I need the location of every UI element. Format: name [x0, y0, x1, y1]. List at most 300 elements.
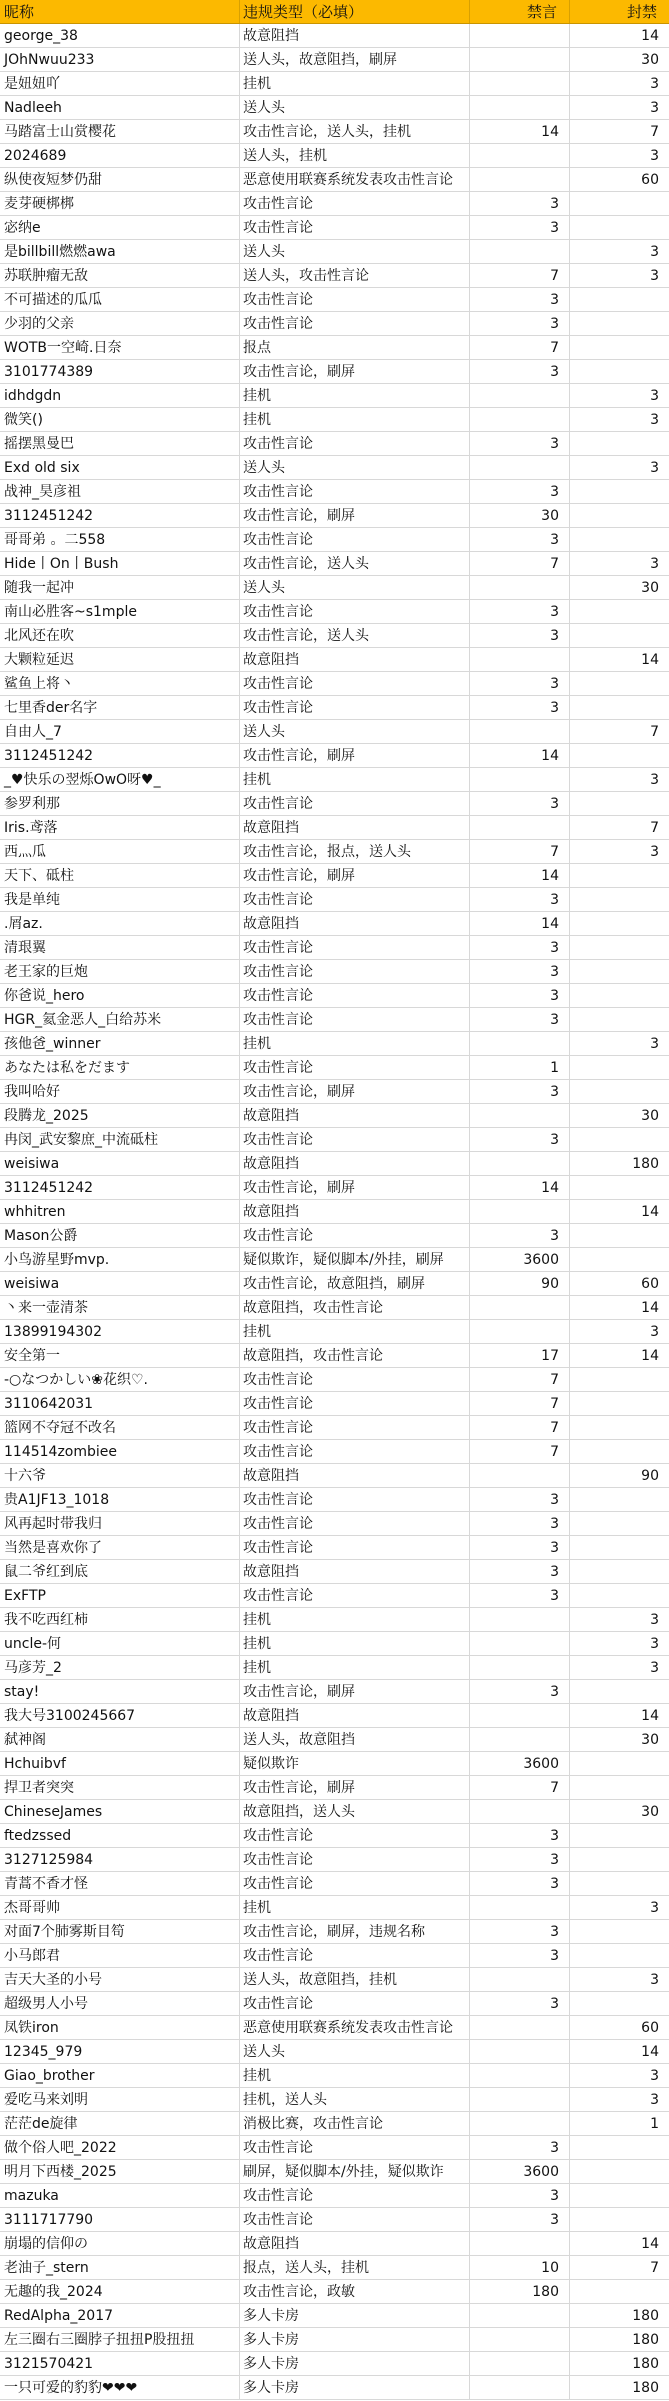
cell-name[interactable]: -○なつかしい❀花织♡. [0, 1368, 240, 1391]
cell-ban[interactable] [570, 1824, 669, 1847]
cell-type[interactable]: 攻击性言论 [240, 936, 470, 959]
table-row[interactable] [0, 2352, 669, 2376]
cell-name[interactable]: 3112451242 [0, 1176, 240, 1199]
cell-mute[interactable] [470, 2016, 570, 2039]
cell-ban[interactable] [570, 1224, 669, 1247]
table-row[interactable] [0, 168, 669, 192]
cell-ban[interactable] [570, 1008, 669, 1031]
cell-ban[interactable]: 3 [650, 556, 659, 572]
cell-ban[interactable] [570, 528, 669, 551]
cell-mute[interactable]: 3 [470, 360, 570, 383]
cell-ban[interactable] [570, 1752, 669, 1775]
cell-type[interactable]: 攻击性言论 [240, 2136, 470, 2159]
cell-mute[interactable]: 3 [470, 1128, 570, 1151]
cell-ban[interactable]: 14 [641, 2044, 659, 2060]
cell-type[interactable]: 攻击性言论 [240, 600, 470, 623]
table-row[interactable] [0, 2232, 669, 2256]
cell-ban[interactable] [570, 336, 669, 359]
header-ban[interactable]: 封禁 [626, 3, 657, 21]
cell-type[interactable]: 攻击性言论 [240, 480, 470, 503]
cell-mute[interactable]: 3 [470, 1080, 570, 1103]
cell-name[interactable]: RedAlpha_2017 [0, 2304, 240, 2327]
cell-name[interactable]: 3101774389 [0, 360, 240, 383]
table-row[interactable] [0, 216, 669, 240]
cell-type[interactable]: 攻击性言论，刷屏 [240, 744, 470, 767]
cell-ban[interactable]: 3 [650, 2092, 659, 2108]
cell-mute[interactable]: 180 [470, 2280, 570, 2303]
table-row[interactable] [0, 192, 669, 216]
cell-mute[interactable]: 3600 [470, 1752, 570, 1775]
cell-mute[interactable] [470, 2328, 570, 2351]
cell-type[interactable]: 故意阻挡 [240, 648, 470, 671]
cell-type[interactable]: 攻击性言论 [240, 1368, 470, 1391]
table-row[interactable] [0, 240, 669, 264]
cell-type[interactable]: 攻击性言论 [240, 672, 470, 695]
cell-type[interactable]: 攻击性言论，刷屏 [240, 1680, 470, 1703]
cell-name[interactable]: 3127125984 [0, 1848, 240, 1871]
cell-name[interactable]: 风再起时带我归 [0, 1512, 240, 1535]
cell-type[interactable]: 挂机 [240, 1032, 470, 1055]
cell-mute[interactable] [470, 1632, 570, 1655]
cell-ban[interactable] [570, 1872, 669, 1895]
cell-name[interactable]: 参罗利那 [0, 792, 240, 815]
table-row[interactable] [0, 2256, 669, 2280]
cell-ban[interactable]: 7 [650, 724, 659, 740]
cell-name[interactable]: .屑az. [0, 912, 240, 935]
cell-ban[interactable] [570, 2160, 669, 2183]
cell-type[interactable]: 故意阻挡，送人头 [240, 1800, 470, 1823]
table-row[interactable] [0, 456, 669, 480]
table-row[interactable] [0, 264, 669, 288]
table-row[interactable] [0, 2184, 669, 2208]
table-row[interactable] [0, 984, 669, 1008]
cell-name[interactable]: 114514zombiee [0, 1440, 240, 1463]
cell-type[interactable]: 恶意使用联赛系统发表攻击性言论 [240, 168, 470, 191]
table-row[interactable] [0, 2208, 669, 2232]
cell-name[interactable]: 老王家的巨炮 [0, 960, 240, 983]
cell-mute[interactable] [470, 1104, 570, 1127]
cell-ban[interactable]: 3 [650, 1660, 659, 1676]
cell-name[interactable]: 纵使夜短梦仍甜 [0, 168, 240, 191]
table-row[interactable] [0, 2160, 669, 2184]
cell-type[interactable]: 攻击性言论 [240, 1944, 470, 1967]
cell-name[interactable]: 13899194302 [0, 1320, 240, 1343]
cell-ban[interactable]: 30 [641, 1804, 659, 1820]
cell-ban[interactable]: 3 [650, 1900, 659, 1916]
cell-type[interactable]: 故意阻挡 [240, 1704, 470, 1727]
cell-mute[interactable] [470, 1464, 570, 1487]
cell-mute[interactable]: 3 [470, 696, 570, 719]
cell-mute[interactable]: 3 [470, 2136, 570, 2159]
cell-mute[interactable]: 14 [470, 120, 570, 143]
cell-name[interactable]: uncle-何 [0, 1632, 240, 1655]
cell-mute[interactable]: 3 [470, 984, 570, 1007]
table-row[interactable] [0, 336, 669, 360]
cell-type[interactable]: 送人头 [240, 96, 470, 119]
cell-type[interactable]: 疑似欺诈 [240, 1752, 470, 1775]
cell-name[interactable]: 不可描述的瓜瓜 [0, 288, 240, 311]
cell-name[interactable]: _♥快乐の翌烁OwO呀♥_ [0, 768, 240, 791]
cell-name[interactable]: 麦芽硬梆梆 [0, 192, 240, 215]
cell-mute[interactable] [470, 1656, 570, 1679]
cell-type[interactable]: 攻击性言论 [240, 1224, 470, 1247]
cell-ban[interactable] [570, 1992, 669, 2015]
cell-mute[interactable] [470, 576, 570, 599]
cell-ban[interactable] [570, 1080, 669, 1103]
cell-type[interactable]: 多人卡房 [240, 2352, 470, 2375]
cell-type[interactable]: 攻击性言论 [240, 1416, 470, 1439]
cell-ban[interactable]: 14 [641, 652, 659, 668]
table-row[interactable] [0, 2064, 669, 2088]
cell-ban[interactable] [570, 1584, 669, 1607]
cell-name[interactable]: 哥哥弟 。二558 [0, 528, 240, 551]
cell-type[interactable]: 攻击性言论 [240, 1512, 470, 1535]
cell-mute[interactable]: 7 [470, 840, 570, 863]
cell-mute[interactable] [470, 408, 570, 431]
cell-ban[interactable]: 7 [650, 124, 659, 140]
cell-mute[interactable] [470, 2064, 570, 2087]
cell-type[interactable]: 挂机 [240, 768, 470, 791]
table-row[interactable] [0, 1512, 669, 1536]
cell-type[interactable]: 故意阻挡 [240, 912, 470, 935]
cell-ban[interactable]: 3 [650, 1036, 659, 1052]
cell-name[interactable]: 捍卫者突突 [0, 1776, 240, 1799]
cell-mute[interactable]: 3 [470, 2184, 570, 2207]
cell-name[interactable]: 弑神阁 [0, 1728, 240, 1751]
cell-ban[interactable] [570, 1056, 669, 1079]
table-row[interactable] [0, 1704, 669, 1728]
table-row[interactable] [0, 552, 669, 576]
cell-ban[interactable]: 7 [650, 820, 659, 836]
cell-mute[interactable]: 3 [470, 936, 570, 959]
cell-type[interactable]: 攻击性言论，刷屏 [240, 1176, 470, 1199]
cell-mute[interactable] [470, 816, 570, 839]
cell-type[interactable]: 攻击性言论 [240, 1392, 470, 1415]
cell-ban[interactable] [570, 1920, 669, 1943]
cell-ban[interactable] [570, 2208, 669, 2231]
cell-mute[interactable]: 3 [470, 1560, 570, 1583]
cell-name[interactable]: JOhNwuu233 [0, 48, 240, 71]
cell-name[interactable]: whhitren [0, 1200, 240, 1223]
cell-mute[interactable]: 3 [470, 288, 570, 311]
cell-mute[interactable] [470, 2040, 570, 2063]
cell-type[interactable]: 送人头，故意阻挡，挂机 [240, 1968, 470, 1991]
cell-mute[interactable]: 1 [470, 1056, 570, 1079]
cell-type[interactable]: 攻击性言论 [240, 1872, 470, 1895]
cell-name[interactable]: Hide丨On丨Bush [0, 552, 240, 575]
cell-type[interactable]: 攻击性言论 [240, 696, 470, 719]
cell-ban[interactable]: 14 [641, 28, 659, 44]
table-row[interactable] [0, 1872, 669, 1896]
table-row[interactable] [0, 120, 669, 144]
cell-name[interactable]: Iris.鸢落 [0, 816, 240, 839]
cell-mute[interactable] [470, 648, 570, 671]
cell-name[interactable]: 孩他爸_winner [0, 1032, 240, 1055]
cell-ban[interactable]: 3 [650, 268, 659, 284]
cell-type[interactable]: 挂机 [240, 1656, 470, 1679]
cell-type[interactable]: 送人头，故意阻挡，刷屏 [240, 48, 470, 71]
cell-name[interactable]: 我叫哈好 [0, 1080, 240, 1103]
table-row[interactable] [0, 600, 669, 624]
table-row[interactable] [0, 2304, 669, 2328]
cell-ban[interactable]: 7 [650, 2260, 659, 2276]
cell-type[interactable]: 攻击性言论 [240, 1992, 470, 2015]
table-row[interactable] [0, 2016, 669, 2040]
cell-ban[interactable] [570, 744, 669, 767]
cell-mute[interactable]: 3 [470, 1512, 570, 1535]
cell-type[interactable]: 挂机 [240, 1896, 470, 1919]
cell-type[interactable]: 挂机，送人头 [240, 2088, 470, 2111]
table-row[interactable] [0, 1464, 669, 1488]
cell-ban[interactable]: 3 [650, 772, 659, 788]
cell-mute[interactable]: 3 [470, 1224, 570, 1247]
cell-name[interactable]: 小马郎君 [0, 1944, 240, 1967]
cell-ban[interactable]: 180 [632, 2332, 659, 2348]
table-row[interactable] [0, 408, 669, 432]
cell-mute[interactable]: 3 [470, 1824, 570, 1847]
table-row[interactable] [0, 432, 669, 456]
cell-type[interactable]: 攻击性言论 [240, 888, 470, 911]
cell-type[interactable]: 攻击性言论 [240, 1584, 470, 1607]
cell-type[interactable]: 故意阻挡 [240, 24, 470, 47]
cell-name[interactable]: 西灬瓜 [0, 840, 240, 863]
cell-type[interactable]: 攻击性言论 [240, 1488, 470, 1511]
cell-type[interactable]: 多人卡房 [240, 2304, 470, 2327]
cell-ban[interactable] [570, 912, 669, 935]
cell-mute[interactable]: 14 [470, 744, 570, 767]
cell-name[interactable]: ChineseJames [0, 1800, 240, 1823]
table-row[interactable] [0, 1680, 669, 1704]
cell-type[interactable]: 故意阻挡 [240, 1152, 470, 1175]
cell-name[interactable]: Hchuibvf [0, 1752, 240, 1775]
cell-ban[interactable] [570, 1176, 669, 1199]
cell-ban[interactable] [570, 2136, 669, 2159]
cell-ban[interactable]: 3 [650, 1636, 659, 1652]
cell-ban[interactable] [570, 1488, 669, 1511]
cell-ban[interactable]: 60 [641, 2020, 659, 2036]
cell-name[interactable]: Mason公爵 [0, 1224, 240, 1247]
cell-mute[interactable] [470, 48, 570, 71]
cell-name[interactable]: 段腾龙_2025 [0, 1104, 240, 1127]
table-row[interactable] [0, 1368, 669, 1392]
cell-type[interactable]: 攻击性言论，报点，送人头 [240, 840, 470, 863]
table-row[interactable] [0, 576, 669, 600]
table-row[interactable] [0, 1632, 669, 1656]
cell-mute[interactable] [470, 2352, 570, 2375]
cell-mute[interactable]: 7 [470, 1440, 570, 1463]
cell-ban[interactable] [570, 1560, 669, 1583]
cell-name[interactable]: 冉闵_武安黎庶_中流砥柱 [0, 1128, 240, 1151]
cell-type[interactable]: 攻击性言论，刷屏 [240, 1080, 470, 1103]
cell-name[interactable]: 小鸟游星野mvp. [0, 1248, 240, 1271]
table-row[interactable] [0, 1200, 669, 1224]
cell-ban[interactable]: 1 [650, 2116, 659, 2132]
table-row[interactable] [0, 936, 669, 960]
cell-mute[interactable]: 3 [470, 1536, 570, 1559]
cell-ban[interactable] [570, 1248, 669, 1271]
table-row[interactable] [0, 2376, 669, 2400]
cell-ban[interactable] [570, 1944, 669, 1967]
cell-name[interactable]: 我不吃西红柿 [0, 1608, 240, 1631]
cell-mute[interactable] [470, 72, 570, 95]
table-row[interactable] [0, 2328, 669, 2352]
cell-mute[interactable]: 30 [470, 504, 570, 527]
table-row[interactable] [0, 1656, 669, 1680]
cell-name[interactable]: 微笑() [0, 408, 240, 431]
cell-mute[interactable] [470, 384, 570, 407]
table-row[interactable] [0, 1608, 669, 1632]
cell-name[interactable]: 摇摆黑曼巴 [0, 432, 240, 455]
cell-type[interactable]: 送人头 [240, 576, 470, 599]
table-row[interactable] [0, 72, 669, 96]
cell-mute[interactable]: 3 [470, 1488, 570, 1511]
cell-ban[interactable] [570, 792, 669, 815]
cell-mute[interactable]: 7 [470, 1416, 570, 1439]
cell-name[interactable]: Giao_brother [0, 2064, 240, 2087]
cell-name[interactable]: 篮网不夺冠不改名 [0, 1416, 240, 1439]
cell-name[interactable]: 你爸说_hero [0, 984, 240, 1007]
table-row[interactable] [0, 864, 669, 888]
cell-mute[interactable] [470, 1320, 570, 1343]
cell-name[interactable]: 安全第一 [0, 1344, 240, 1367]
cell-name[interactable]: 十六爷 [0, 1464, 240, 1487]
cell-ban[interactable] [570, 480, 669, 503]
cell-name[interactable]: 做个俗人吧_2022 [0, 2136, 240, 2159]
cell-name[interactable]: 2024689 [0, 144, 240, 167]
cell-name[interactable]: ftedzssed [0, 1824, 240, 1847]
cell-name[interactable]: 我是单纯 [0, 888, 240, 911]
cell-mute[interactable] [470, 2376, 570, 2399]
cell-name[interactable]: mazuka [0, 2184, 240, 2207]
cell-type[interactable]: 送人头 [240, 240, 470, 263]
cell-ban[interactable]: 14 [641, 1204, 659, 1220]
table-row[interactable] [0, 1776, 669, 1800]
table-row[interactable] [0, 648, 669, 672]
table-row[interactable] [0, 1992, 669, 2016]
cell-name[interactable]: 战神_昊彦祖 [0, 480, 240, 503]
cell-ban[interactable] [570, 672, 669, 695]
cell-ban[interactable] [570, 216, 669, 239]
cell-type[interactable]: 故意阻挡，攻击性言论 [240, 1296, 470, 1319]
table-row[interactable] [0, 360, 669, 384]
cell-mute[interactable]: 3 [470, 1584, 570, 1607]
cell-mute[interactable]: 7 [470, 336, 570, 359]
cell-name[interactable]: 茫茫de旋律 [0, 2112, 240, 2135]
cell-type[interactable]: 故意阻挡 [240, 1464, 470, 1487]
cell-name[interactable]: 大颗粒延迟 [0, 648, 240, 671]
cell-mute[interactable]: 3 [470, 2208, 570, 2231]
cell-mute[interactable]: 3 [470, 192, 570, 215]
cell-mute[interactable] [470, 2112, 570, 2135]
cell-name[interactable]: 马彦芳_2 [0, 1656, 240, 1679]
cell-name[interactable]: 3111717790 [0, 2208, 240, 2231]
cell-name[interactable]: Exd old six [0, 456, 240, 479]
cell-ban[interactable] [570, 2280, 669, 2303]
cell-type[interactable]: 故意阻挡 [240, 1560, 470, 1583]
cell-mute[interactable]: 10 [470, 2256, 570, 2279]
table-row[interactable] [0, 912, 669, 936]
cell-mute[interactable] [470, 1728, 570, 1751]
cell-type[interactable]: 消极比赛，攻击性言论 [240, 2112, 470, 2135]
table-row[interactable] [0, 1416, 669, 1440]
table-row[interactable] [0, 1728, 669, 1752]
cell-ban[interactable]: 3 [650, 412, 659, 428]
cell-ban[interactable]: 14 [641, 1348, 659, 1364]
cell-ban[interactable] [570, 288, 669, 311]
table-row[interactable] [0, 1320, 669, 1344]
cell-name[interactable]: 杰哥哥帅 [0, 1896, 240, 1919]
table-row[interactable] [0, 768, 669, 792]
cell-name[interactable]: 是妞妞吖 [0, 72, 240, 95]
cell-mute[interactable]: 7 [470, 1368, 570, 1391]
cell-name[interactable]: 丶来一壶清茶 [0, 1296, 240, 1319]
cell-name[interactable]: 天下、砥柱 [0, 864, 240, 887]
cell-ban[interactable] [570, 864, 669, 887]
cell-name[interactable]: 崩塌的信仰の [0, 2232, 240, 2255]
cell-type[interactable]: 送人头，攻击性言论 [240, 264, 470, 287]
cell-ban[interactable]: 3 [650, 76, 659, 92]
cell-name[interactable]: ExFTP [0, 1584, 240, 1607]
cell-mute[interactable] [470, 168, 570, 191]
cell-mute[interactable]: 3 [470, 600, 570, 623]
table-row[interactable] [0, 888, 669, 912]
cell-type[interactable]: 恶意使用联赛系统发表攻击性言论 [240, 2016, 470, 2039]
cell-type[interactable]: 攻击性言论，故意阻挡，刷屏 [240, 1272, 470, 1295]
cell-type[interactable]: 攻击性言论 [240, 1128, 470, 1151]
cell-ban[interactable]: 30 [641, 52, 659, 68]
table-row[interactable] [0, 792, 669, 816]
table-row[interactable] [0, 2112, 669, 2136]
cell-mute[interactable]: 14 [470, 912, 570, 935]
cell-type[interactable]: 攻击性言论 [240, 2184, 470, 2207]
cell-type[interactable]: 攻击性言论 [240, 792, 470, 815]
cell-name[interactable]: 左三圈右三圈脖子扭扭P股扭扭 [0, 2328, 240, 2351]
cell-mute[interactable]: 3 [470, 1944, 570, 1967]
cell-name[interactable]: george_38 [0, 24, 240, 47]
cell-ban[interactable] [570, 696, 669, 719]
table-row[interactable] [0, 1392, 669, 1416]
cell-name[interactable]: 3112451242 [0, 504, 240, 527]
cell-name[interactable]: 老油子_stern [0, 2256, 240, 2279]
cell-name[interactable]: 鲨鱼上将丶 [0, 672, 240, 695]
cell-mute[interactable]: 3 [470, 312, 570, 335]
table-row[interactable] [0, 624, 669, 648]
cell-name[interactable]: 是billbill燃燃awa [0, 240, 240, 263]
cell-type[interactable]: 故意阻挡 [240, 1104, 470, 1127]
cell-name[interactable]: idhdgdn [0, 384, 240, 407]
cell-mute[interactable]: 7 [470, 552, 570, 575]
cell-type[interactable]: 攻击性言论 [240, 192, 470, 215]
table-row[interactable] [0, 1944, 669, 1968]
table-row[interactable] [0, 744, 669, 768]
table-row[interactable] [0, 1752, 669, 1776]
cell-type[interactable]: 攻击性言论 [240, 1848, 470, 1871]
cell-ban[interactable] [570, 1512, 669, 1535]
table-row[interactable] [0, 384, 669, 408]
table-row[interactable] [0, 672, 669, 696]
table-row[interactable] [0, 96, 669, 120]
cell-mute[interactable]: 3 [470, 624, 570, 647]
cell-type[interactable]: 多人卡房 [240, 2376, 470, 2399]
cell-mute[interactable]: 3 [470, 432, 570, 455]
cell-type[interactable]: 攻击性言论 [240, 1440, 470, 1463]
cell-mute[interactable]: 3 [470, 480, 570, 503]
cell-mute[interactable]: 7 [470, 1776, 570, 1799]
cell-mute[interactable]: 3 [470, 1992, 570, 2015]
cell-mute[interactable] [470, 144, 570, 167]
cell-ban[interactable]: 30 [641, 580, 659, 596]
cell-mute[interactable]: 90 [470, 1272, 570, 1295]
